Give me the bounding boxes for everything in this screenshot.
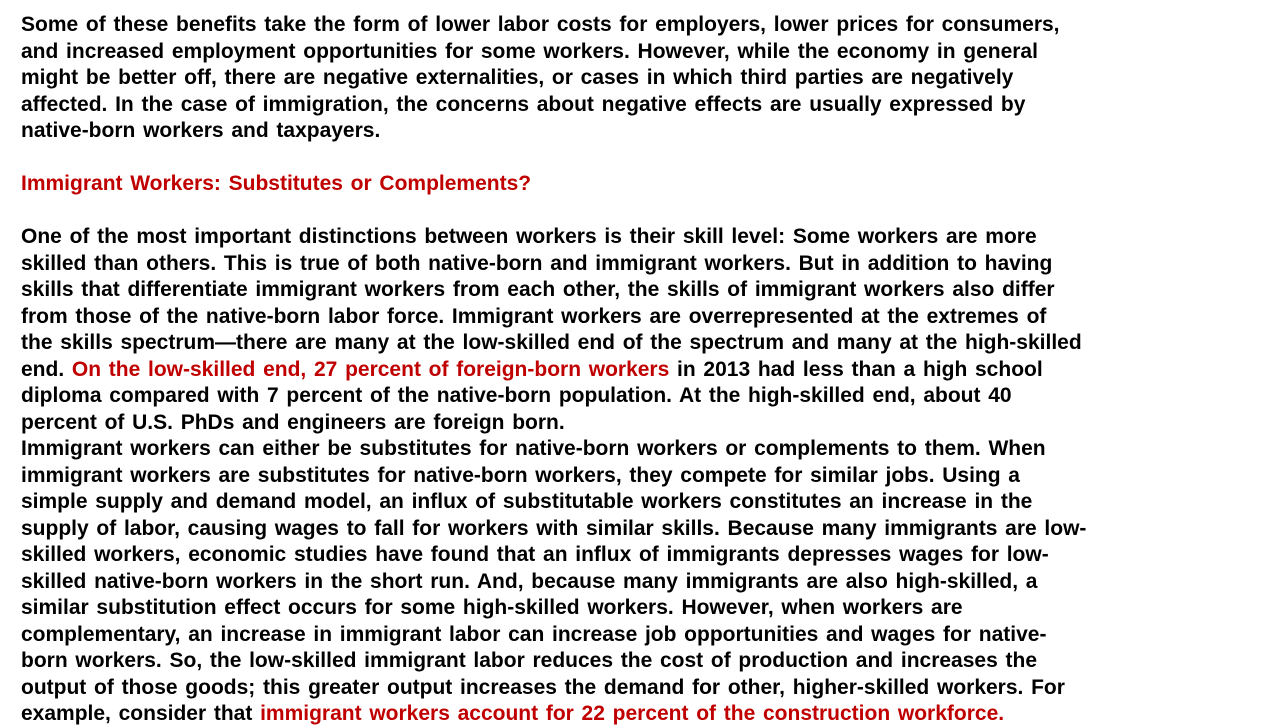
body-text: and increased employment opportunities for some workers. However, while the economy in general	[21, 39, 1038, 63]
body-text: similar substitution effect occurs for some high-skilled workers. However, when workers are	[21, 596, 963, 619]
text-line	[21, 383, 1266, 410]
body-text: complementary, an increase in immigrant labor can increase job opportunities and wages for native-	[21, 622, 1047, 646]
text-line	[21, 304, 1266, 331]
paragraph	[21, 12, 1266, 145]
text-line	[21, 171, 1266, 198]
text-line	[21, 118, 1266, 145]
body-text: skills that differentiate immigrant workers from each other, the skills of immigrant workers also differ	[21, 278, 1055, 301]
text-line	[21, 65, 1266, 92]
body-text: example, consider that	[21, 702, 261, 725]
text-line	[21, 330, 1266, 357]
body-text: skilled than others. This is true of both native-born and immigrant workers. But in addition to having	[21, 251, 1053, 275]
text-line	[21, 516, 1266, 543]
text-line	[21, 489, 1266, 516]
text-line	[21, 622, 1266, 649]
body-text: skilled workers, economic studies have found that an influx of immigrants depresses wages for low-	[21, 543, 1049, 566]
body-text: Some of these benefits take the form of lower labor costs for employers, lower prices for consumers,	[21, 13, 1060, 36]
body-text: native-born workers and taxpayers.	[21, 119, 381, 142]
body-text: output of those goods; this greater output increases the demand for other, higher-skilled workers. For	[21, 675, 1065, 699]
text-line	[21, 277, 1266, 304]
body-text: supply of labor, causing wages to fall for workers with similar skills. Because many immigrants are low-	[21, 516, 1087, 540]
text-line	[21, 595, 1266, 622]
body-text: skilled native-born workers in the short run. And, because many immigrants are also high-skilled, a	[21, 569, 1038, 593]
body-text: immigrant workers are substitutes for native-born workers, they compete for similar jobs. Using a	[21, 463, 1020, 487]
text-line	[21, 569, 1266, 596]
highlighted-text: Immigrant Workers: Substitutes or Complements?	[21, 172, 532, 195]
text-line	[21, 701, 1266, 728]
text-line	[21, 410, 1266, 437]
body-text: percent of U.S. PhDs and engineers are foreign born.	[21, 410, 565, 434]
body-text: diploma compared with 7 percent of the native-born population. At the high-skilled end, about 40	[21, 384, 1012, 407]
body-text: simple supply and demand model, an influx of substitutable workers constitutes an increase in the	[21, 490, 1033, 513]
body-text: in 2013 had less than a high school	[669, 357, 1043, 381]
highlighted-text: immigrant workers account for 22 percent of the construction workforce.	[260, 702, 1005, 725]
text-line	[21, 648, 1266, 675]
text-line	[21, 357, 1266, 384]
section-heading	[21, 171, 1266, 198]
text-line	[21, 224, 1266, 251]
text-line	[21, 251, 1266, 278]
body-text: end.	[21, 357, 72, 381]
paragraph	[21, 436, 1266, 728]
paragraph	[21, 224, 1266, 436]
text-line	[21, 675, 1266, 702]
body-text: born workers. So, the low-skilled immigrant labor reduces the cost of production and increases the	[21, 649, 1037, 672]
body-text: Immigrant workers can either be substitutes for native-born workers or complements to them. When	[21, 437, 1046, 460]
text-line	[21, 463, 1266, 490]
text-line	[21, 39, 1266, 66]
text-line	[21, 436, 1266, 463]
text-line	[21, 542, 1266, 569]
body-text: from those of the native-born labor force. Immigrant workers are overrepresented at the extremes of	[21, 304, 1047, 328]
text-line	[21, 12, 1266, 39]
body-text: the skills spectrum—there are many at the low-skilled end of the spectrum and many at the high-skilled	[21, 331, 1082, 354]
body-text: affected. In the case of immigration, the concerns about negative effects are usually expressed by	[21, 92, 1026, 116]
body-text: One of the most important distinctions between workers is their skill level: Some workers are more	[21, 225, 1037, 248]
text-line	[21, 92, 1266, 119]
highlighted-text: On the low-skilled end, 27 percent of foreign-born workers	[71, 357, 670, 381]
body-text: might be better off, there are negative externalities, or cases in which third parties are negatively	[21, 66, 1014, 89]
